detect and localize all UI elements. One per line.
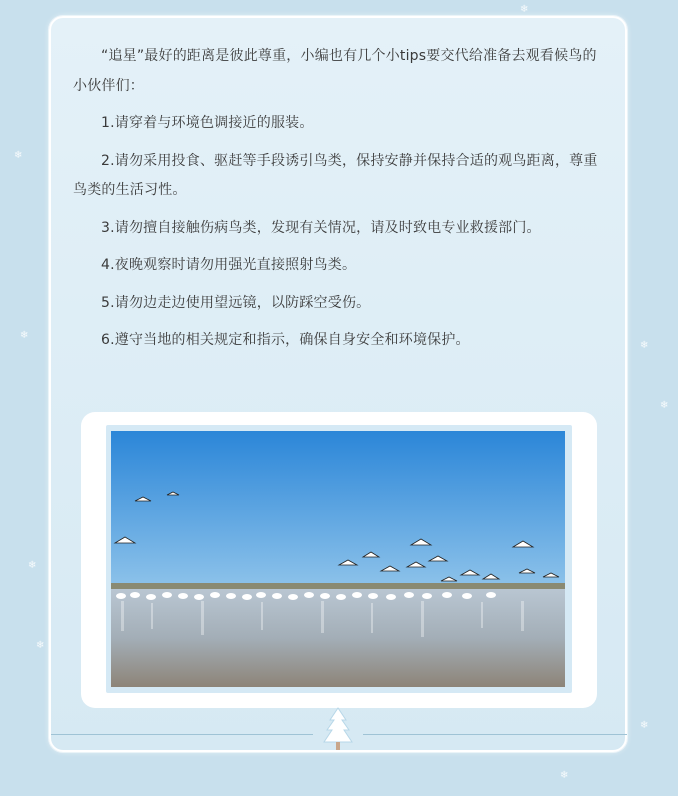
snowflake-icon: ❄: [14, 150, 23, 161]
intro-paragraph: “追星”最好的距离是彼此尊重，小编也有几个小tips要交代给准备去观看候鸟的小伙伴们：: [73, 48, 597, 94]
snowflake-icon: ❄: [640, 720, 649, 731]
tip-paragraph-2: 2.请勿采用投食、驱赶等手段诱引鸟类，保持安静并保持合适的观鸟距离，尊重鸟类的生活习性。: [73, 152, 598, 198]
snowflake-icon: ❄: [20, 330, 29, 341]
tip-paragraph-5: 5.请勿边走边使用望远镜，以防踩空受伤。: [101, 294, 371, 311]
snowflake-icon: ❄: [560, 770, 569, 781]
photo-frame: [81, 412, 597, 708]
snowflake-icon: ❄: [36, 640, 45, 651]
snowflake-icon: ❄: [28, 560, 37, 571]
article-card: [49, 16, 627, 752]
tip-paragraph-4: 4.夜晚观察时请勿用强光直接照射鸟类。: [101, 257, 357, 273]
cranes-over-water-photo: [111, 431, 565, 687]
snowy-tree-icon: [321, 706, 355, 752]
photo-border: [106, 425, 572, 693]
divider-line-left: [51, 734, 313, 735]
snowflake-icon: ❄: [640, 340, 649, 351]
article-text: [73, 42, 601, 364]
tip-paragraph-6: 6.遵守当地的相关规定和指示，确保自身安全和环境保护。: [101, 332, 470, 348]
tip-paragraph-1: 1.请穿着与环境色调接近的服装。: [101, 115, 314, 131]
snowflake-icon: ❄: [660, 400, 669, 411]
divider-line-right: [363, 734, 627, 735]
tip-paragraph-3: 3.请勿擅自接触伤病鸟类，发现有关情况，请及时致电专业救援部门。: [101, 219, 541, 236]
snowflake-icon: ❄: [520, 4, 529, 15]
